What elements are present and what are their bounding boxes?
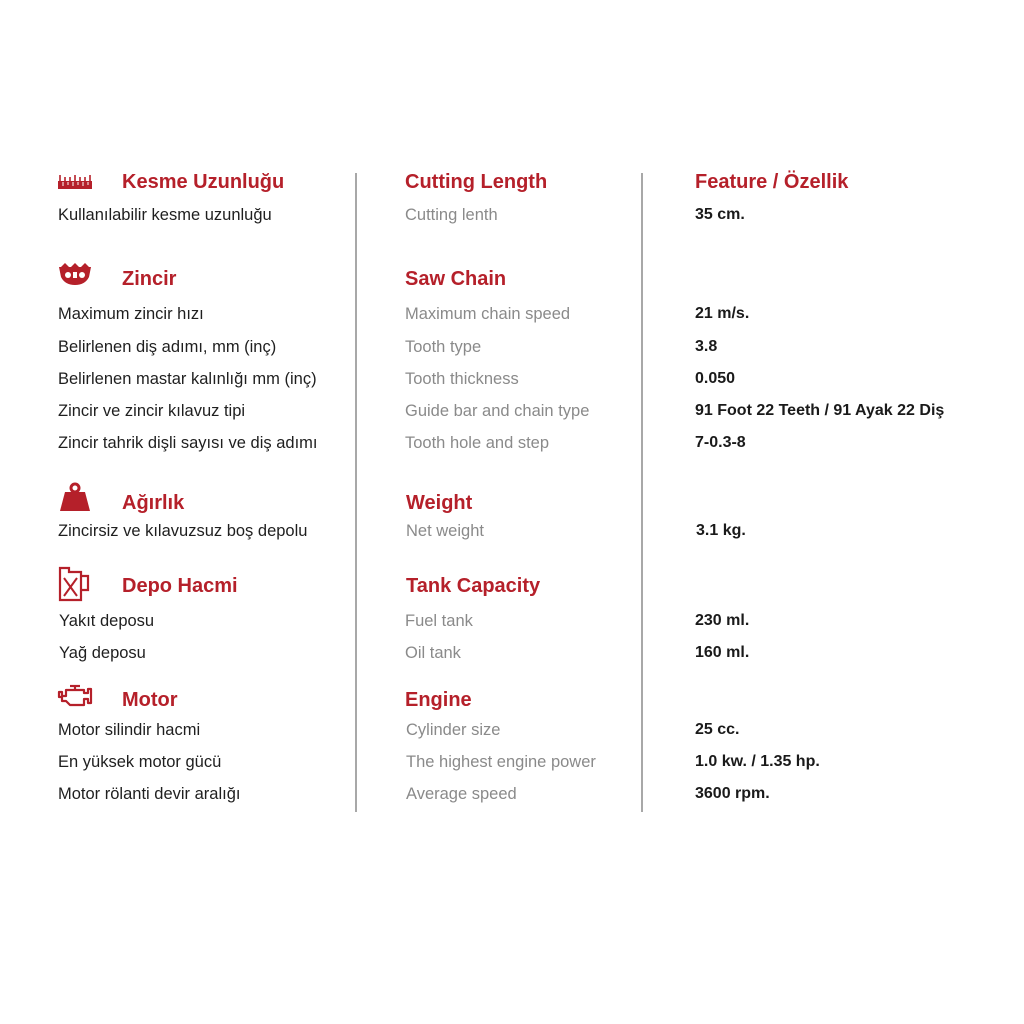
row-label-tr: Zincir ve zincir kılavuz tipi [58, 402, 246, 420]
section-title-en: Weight [406, 492, 473, 514]
section-title-en: Cutting Length [405, 171, 548, 193]
row-label-tr: Belirlenen mastar kalınlığı mm (inç) [58, 370, 317, 388]
row-label-en: Cutting lenth [405, 206, 498, 224]
row-label-en: Maximum chain speed [405, 305, 571, 323]
row-value: 1.0 kw. / 1.35 hp. [695, 753, 820, 770]
row-label-en: Net weight [406, 522, 484, 540]
ruler-icon [57, 172, 93, 190]
row-label-en: Oil tank [405, 644, 461, 662]
row-label-en: Cylinder size [406, 721, 501, 739]
row-label-en: Fuel tank [405, 612, 473, 630]
row-value: 25 cc. [695, 721, 740, 738]
feature-column-title: Feature / Özellik [695, 171, 849, 193]
row-value: 21 m/s. [695, 305, 750, 322]
row-value: 3600 rpm. [695, 785, 770, 802]
row-label-tr: Maximum zincir hızı [58, 305, 204, 323]
row-label-tr: Zincirsiz ve kılavuzsuz boş depolu [58, 522, 308, 540]
section-title-tr: Depo Hacmi [122, 575, 238, 597]
row-label-en: Guide bar and chain type [405, 402, 590, 420]
section-title-tr: Zincir [122, 268, 177, 290]
row-label-en: Average speed [406, 785, 517, 803]
row-label-tr: Yakıt deposu [59, 612, 155, 630]
row-value: 230 ml. [695, 612, 750, 629]
row-label-en: Tooth type [405, 338, 482, 356]
section-title-en: Saw Chain [405, 268, 507, 290]
row-value: 91 Foot 22 Teeth / 91 Ayak 22 Diş [695, 402, 945, 419]
row-label-tr: En yüksek motor gücü [58, 753, 222, 771]
section-title-tr: Ağırlık [122, 492, 185, 514]
section-title-en: Engine [405, 689, 472, 711]
row-label-en: The highest engine power [406, 753, 596, 771]
section-title-tr: Kesme Uzunluğu [122, 171, 285, 193]
row-label-tr: Yağ deposu [59, 644, 146, 662]
column-divider-left [355, 173, 357, 812]
section-title-tr: Motor [122, 689, 178, 711]
row-label-tr: Motor rölanti devir aralığı [58, 785, 241, 803]
row-label-tr: Motor silindir hacmi [58, 721, 201, 739]
engine-icon [57, 684, 93, 708]
fuel-can-icon [57, 566, 91, 602]
column-divider-right [641, 173, 643, 812]
row-value: 3.8 [695, 338, 718, 355]
row-value: 35 cm. [695, 206, 745, 223]
row-value: 160 ml. [695, 644, 750, 661]
row-label-tr: Zincir tahrik dişli sayısı ve diş adımı [58, 434, 318, 452]
row-value: 3.1 kg. [696, 522, 746, 539]
row-value: 0.050 [695, 370, 736, 387]
row-label-tr: Kullanılabilir kesme uzunluğu [58, 206, 272, 224]
row-label-tr: Belirlenen diş adımı, mm (inç) [58, 338, 277, 356]
row-label-en: Tooth hole and step [405, 434, 550, 452]
row-label-en: Tooth thickness [405, 370, 519, 388]
row-value: 7-0.3-8 [695, 434, 746, 451]
saw-chain-icon [57, 263, 93, 287]
weight-icon [59, 482, 91, 512]
section-title-en: Tank Capacity [406, 575, 541, 597]
